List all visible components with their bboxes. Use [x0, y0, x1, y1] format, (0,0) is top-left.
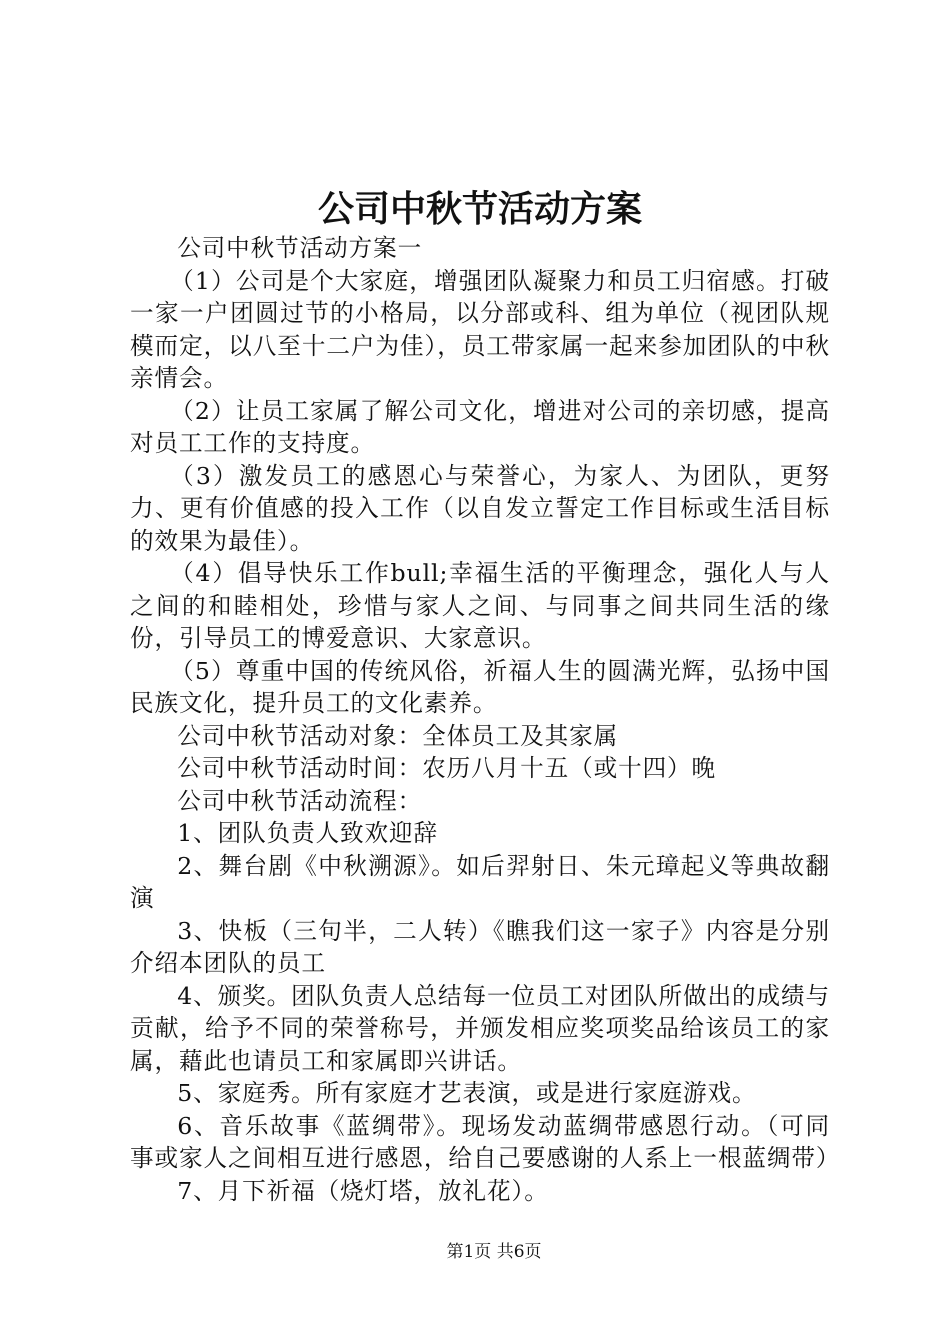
paragraph-time: 公司中秋节活动时间：农历八月十五（或十四）晚	[177, 754, 717, 782]
document-body	[130, 232, 841, 1207]
paragraph-process-heading: 公司中秋节活动流程：	[177, 786, 423, 815]
paragraph-step-6: 6、音乐故事《蓝绸带》。现场发动蓝绸带感恩行动。（可同事或家人之间相互进行感恩，给自己要感谢的人系上一根蓝绸带）	[130, 1111, 841, 1172]
paragraph-step-4: 4、颁奖。团队负责人总结每一位员工对团队所做出的成绩与贡献，给予不同的荣誉称号，并颁发相应奖项奖品给该员工的家属，藉此也请员工和家属即兴讲话。	[130, 981, 830, 1075]
paragraph-step-3: 3、快板（三句半，二人转）《瞧我们这一家子》内容是分别介绍本团队的员工	[130, 916, 830, 977]
paragraph-goal-5: （5）尊重中国的传统风俗，祈福人生的圆满光辉，弘扬中国民族文化，提升员工的文化素养。	[130, 656, 830, 717]
document-title: 公司中秋节活动方案	[317, 188, 642, 230]
paragraph-audience: 公司中秋节活动对象：全体员工及其家属	[177, 721, 619, 750]
paragraph-heading-plan-one: 公司中秋节活动方案一	[177, 234, 423, 262]
paragraph-goal-2: （2）让员工家属了解公司文化，增进对公司的亲切感，提高对员工工作的支持度。	[130, 396, 830, 457]
page-number-footer: 第1页 共6页	[446, 1242, 542, 1262]
paragraph-step-2: 2、舞台剧《中秋溯源》。如后羿射日、朱元璋起义等典故翻演	[130, 851, 830, 912]
paragraph-goal-3: （3）激发员工的感恩心与荣誉心，为家人、为团队，更努力、更有价值感的投入工作（以自发立誓定工作目标或生活目标的效果为最佳）。	[130, 461, 830, 555]
paragraph-goal-4: （4）倡导快乐工作bull;幸福生活的平衡理念，强化人与人之间的和睦相处，珍惜与家人之间、与同事之间共同生活的缘份，引导员工的博爱意识、大家意识。	[130, 559, 830, 652]
paragraph-goal-1: （1）公司是个大家庭，增强团队凝聚力和员工归宿感。打破一家一户团圆过节的小格局，以分部或科、组为单位（视团队规模而定，以八至十二户为佳），员工带家属一起来参加团队的中秋亲情会。	[130, 266, 830, 392]
paragraph-step-1: 1、团队负责人致欢迎辞	[177, 819, 439, 847]
paragraph-step-5: 5、家庭秀。所有家庭才艺表演，或是进行家庭游戏。	[177, 1079, 757, 1107]
paragraph-step-7: 7、月下祈福（烧灯塔，放礼花）。	[177, 1176, 549, 1205]
